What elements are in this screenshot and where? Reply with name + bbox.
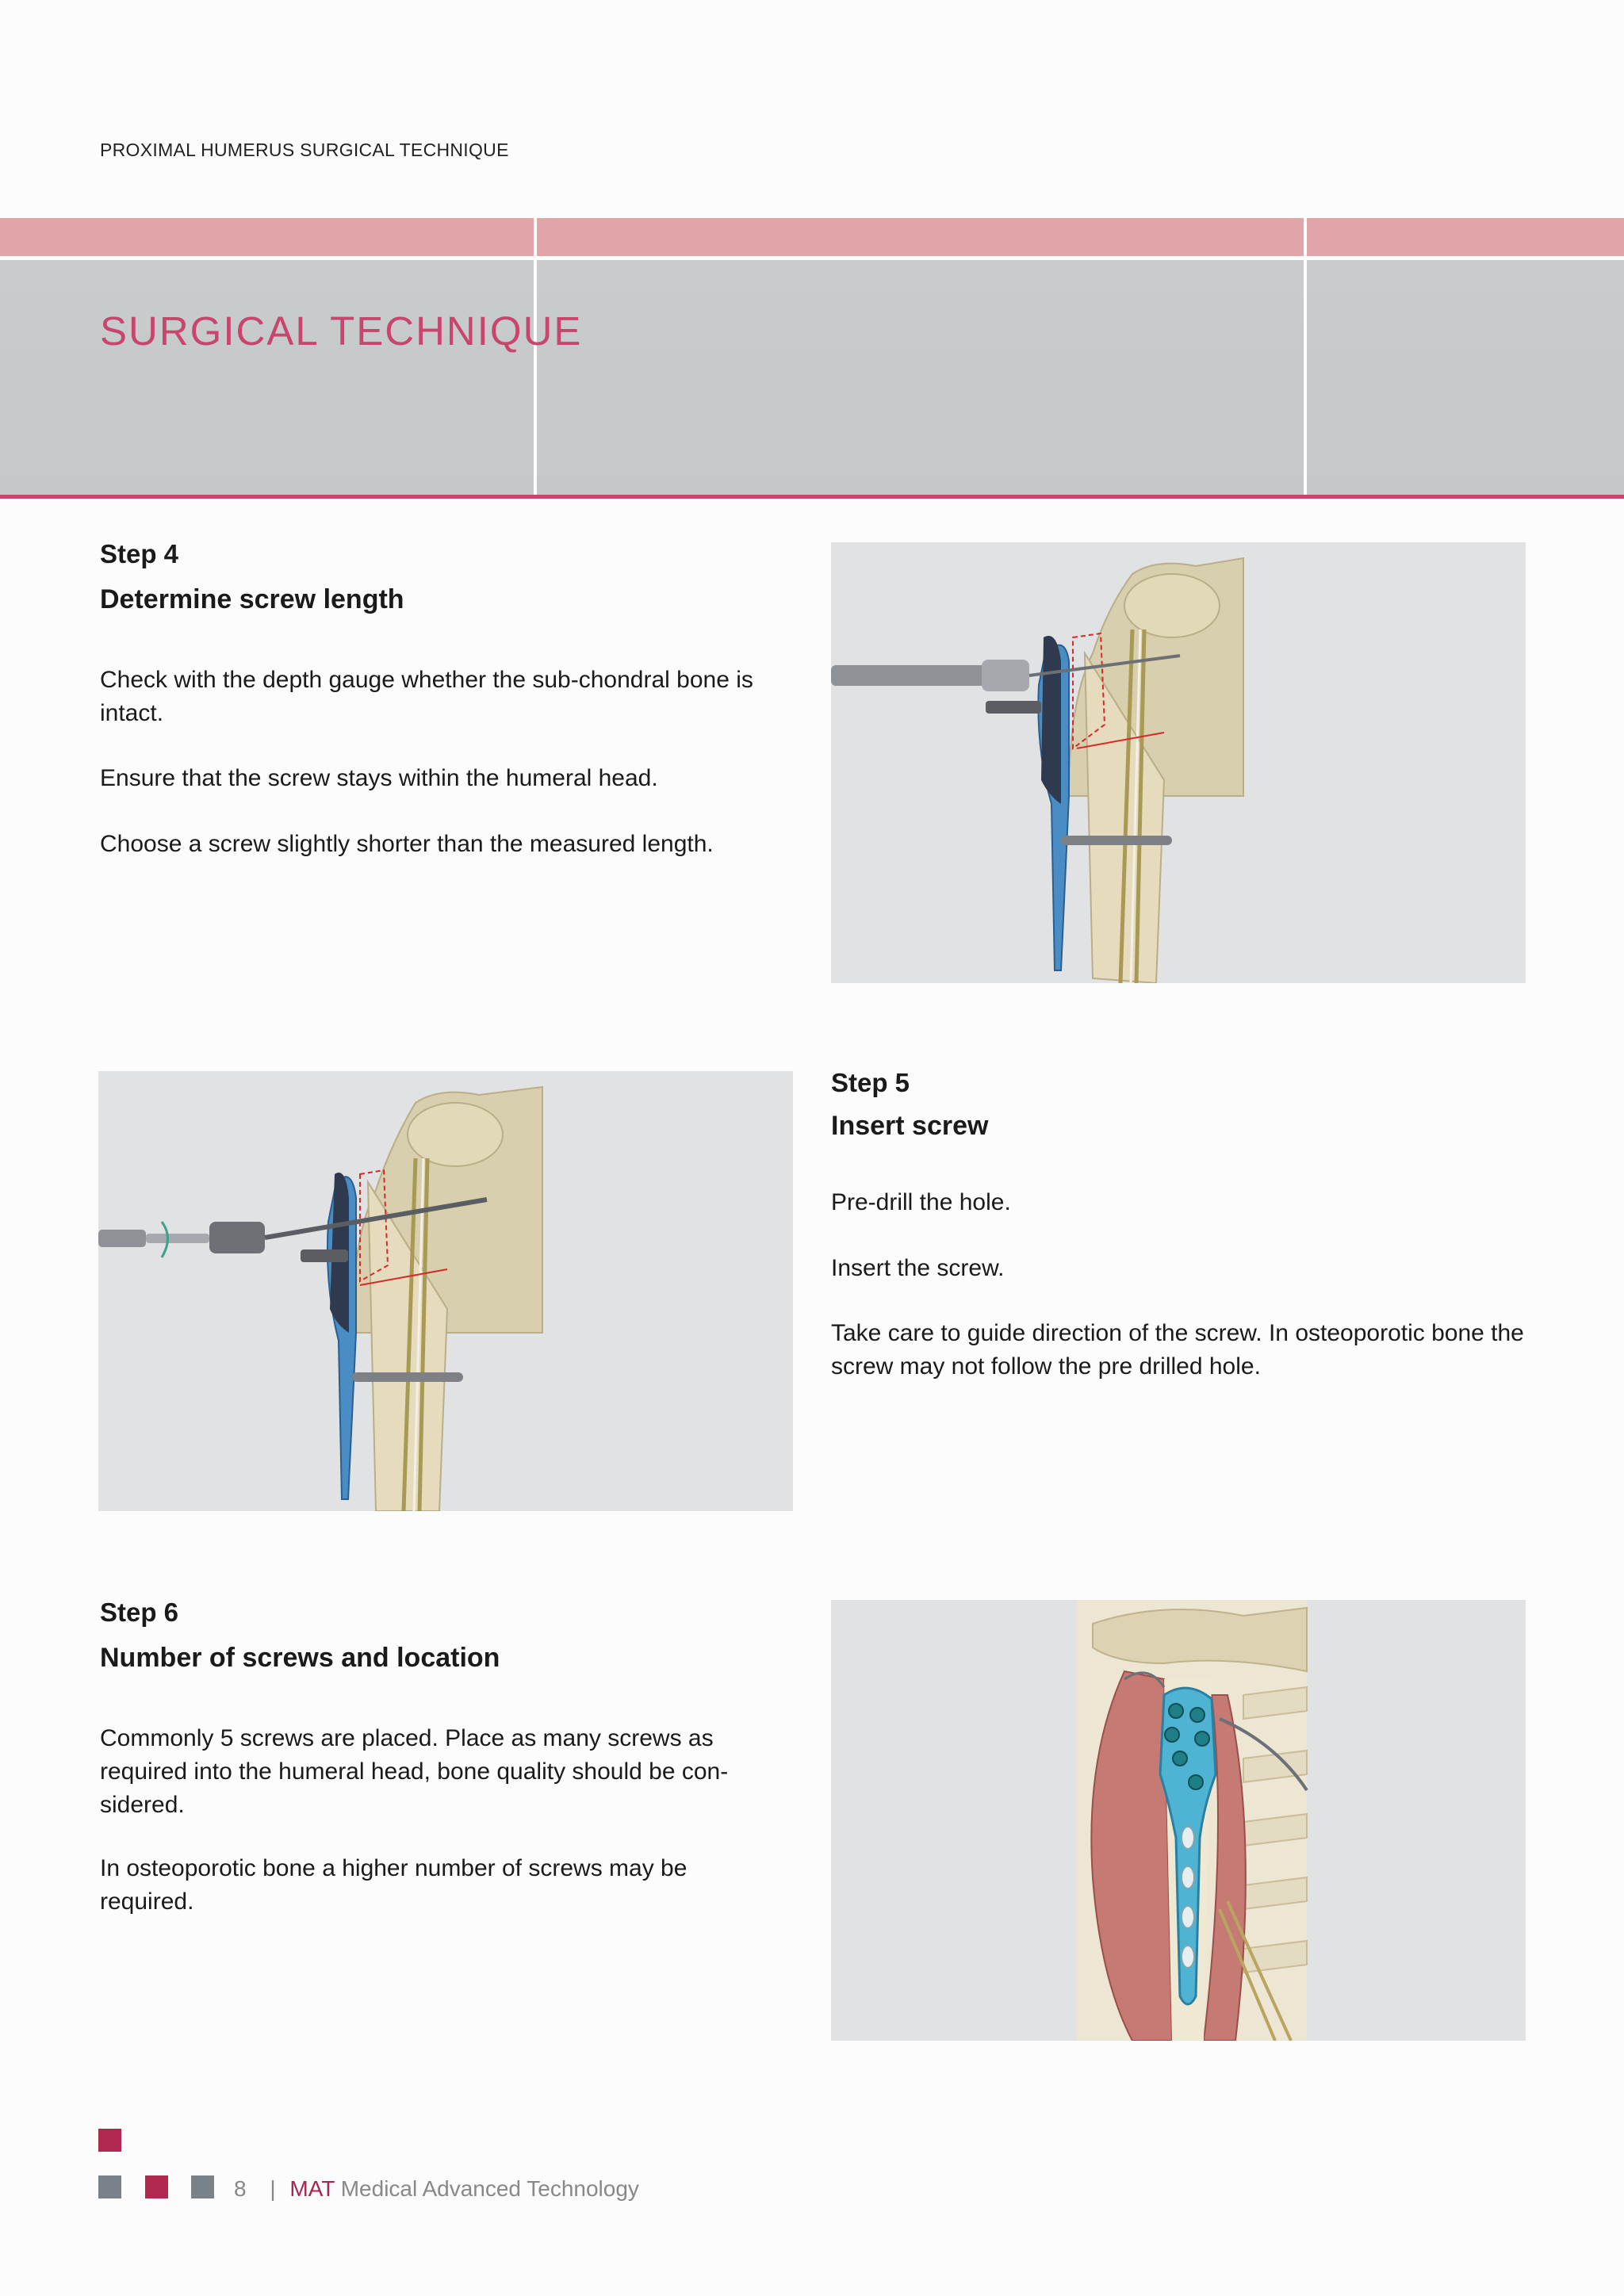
- page-number: 8: [234, 2176, 247, 2201]
- step6-paragraph-2: In osteoporotic bone a higher number of screws may be required.: [100, 1855, 688, 1915]
- step5-paragraph-1: Pre-drill the hole.: [831, 1189, 1011, 1215]
- step6-label: Step 6: [100, 1598, 179, 1627]
- footer-separator: |: [270, 2176, 276, 2201]
- step5-label: Step 5: [831, 1068, 910, 1097]
- step4-paragraph-3: Choose a screw slightly shorter than the measured length.: [100, 831, 714, 857]
- section-title: SURGICAL TECHNIQUE: [100, 308, 583, 354]
- step5-paragraph-2: Insert the screw.: [831, 1255, 1005, 1281]
- step5-paragraph-3: Take care to guide direction of the screw. In osteoporotic bone the screw may not follow the pre drilled hole.: [831, 1320, 1524, 1380]
- footer-square-gray-2: [191, 2175, 214, 2198]
- header-divider-horizontal: [0, 256, 1624, 260]
- step5-illustration: [98, 1071, 793, 1511]
- header-band-underline: [0, 495, 1624, 499]
- step4-label: Step 4: [100, 539, 179, 568]
- header-band-gray: [0, 260, 1624, 496]
- step4-illustration: [831, 542, 1526, 983]
- footer-square-red-top: [98, 2129, 121, 2152]
- step4-paragraph-2: Ensure that the screw stays within the humeral head.: [100, 765, 658, 791]
- footer-company: Medical Advanced Technology: [340, 2176, 639, 2201]
- step6-paragraph-1: Commonly 5 screws are placed. Place as many screws as required into the humeral head, bone quality should be con-sidered.: [100, 1725, 729, 1818]
- footer: [234, 2176, 639, 2202]
- step6-title: Number of screws and location: [100, 1643, 500, 1673]
- footer-square-red: [145, 2175, 168, 2198]
- footer-square-gray-1: [98, 2175, 121, 2198]
- step4-title: Determine screw length: [100, 584, 404, 614]
- step6-illustration: [831, 1600, 1526, 2041]
- step5-title: Insert screw: [831, 1111, 989, 1141]
- header-band-pink: [0, 218, 1624, 257]
- step4-paragraph-1: Check with the depth gauge whether the sub-chondral bone is intact.: [100, 667, 753, 726]
- footer-brand: MAT: [289, 2176, 335, 2201]
- header-divider-vertical-2: [1304, 218, 1307, 498]
- running-head: PROXIMAL HUMERUS SURGICAL TECHNIQUE: [100, 140, 509, 160]
- header-divider-vertical-1: [534, 218, 537, 498]
